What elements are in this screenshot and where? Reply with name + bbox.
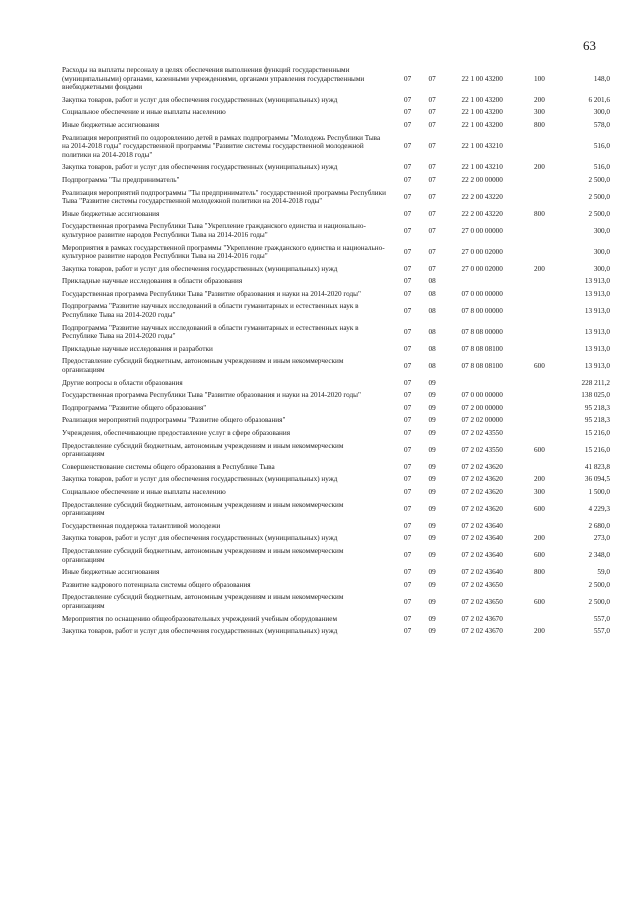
row-target-article-code: 07 2 02 43640	[461, 551, 503, 560]
row-subsection-code: 08	[428, 327, 436, 336]
row-target-article-code: 07 2 02 43640	[461, 521, 503, 530]
row-amount: 2 500,0	[588, 192, 610, 201]
row-section-code: 07	[403, 277, 412, 286]
row-subsection-code: 09	[428, 462, 436, 471]
row-name: Реализация мероприятий подпрограммы "Ты предприниматель" государственной программы Республики Тыва "Развитие системы государственной молодежной политики на 2014-2018 годы"	[62, 188, 386, 206]
table-row	[62, 106, 610, 119]
row-section-code: 07	[403, 264, 412, 273]
row-name: Иные бюджетные ассигнования	[62, 568, 160, 577]
row-expense-type-code	[520, 174, 559, 187]
row-expense-type-code	[520, 613, 559, 626]
row-expense-type-code	[520, 242, 559, 263]
row-amount: 6 201,6	[588, 95, 610, 104]
row-target-article-code: 07 8 08 00000	[461, 327, 503, 336]
row-name: Другие вопросы в области образования	[62, 378, 183, 387]
row-expense-type-code: 600	[534, 551, 545, 560]
row-section-code: 07	[403, 391, 412, 400]
row-section-code: 07	[403, 247, 412, 256]
row-section-code: 07	[403, 580, 412, 589]
table-row	[62, 473, 610, 486]
row-subsection-code: 09	[428, 475, 436, 484]
row-target-article-code: 07 2 02 43550	[461, 445, 503, 454]
row-subsection-code: 09	[428, 429, 436, 437]
row-expense-type-code	[520, 288, 559, 301]
row-amount: 15 216,0	[584, 429, 610, 437]
row-section-code: 07	[403, 627, 412, 636]
row-subsection-code: 07	[428, 192, 436, 201]
row-name: Закупка товаров, работ и услуг для обеспечения государственных (муниципальных) нужд	[62, 627, 338, 636]
row-amount: 2 500,0	[588, 209, 610, 218]
row-expense-type-code	[520, 322, 559, 343]
table-row	[62, 389, 610, 402]
row-amount: 2 500,0	[588, 175, 610, 184]
row-section-code: 07	[403, 120, 412, 129]
row-subsection-code: 09	[428, 403, 436, 412]
row-expense-type-code: 600	[534, 597, 545, 606]
row-name: Закупка товаров, работ и услуг для обеспечения государственных (муниципальных) нужд	[62, 534, 338, 543]
row-amount: 95 218,3	[584, 416, 610, 425]
table-row	[62, 440, 610, 461]
budget-table-body	[62, 64, 610, 638]
row-section-code: 07	[403, 504, 412, 513]
table-row	[62, 566, 610, 579]
row-target-article-code: 07 8 08 08100	[461, 344, 503, 353]
table-row	[62, 263, 610, 276]
row-amount: 1 500,0	[588, 487, 610, 496]
row-section-code: 07	[403, 429, 412, 437]
row-expense-type-code	[520, 377, 559, 390]
row-name: Совершенствование системы общего образования в Республике Тыва	[62, 462, 275, 471]
row-section-code: 07	[403, 306, 412, 315]
table-row	[62, 499, 610, 520]
row-subsection-code: 09	[428, 551, 436, 560]
row-amount: 300,0	[593, 264, 610, 273]
table-row	[62, 343, 610, 356]
row-name: Государственная программа Республики Тыва "Укрепление гражданского единства и национально-культурное развитие народов Республики Тыва на 2014-2016 годы"	[62, 222, 366, 239]
row-subsection-code: 09	[428, 378, 436, 387]
row-subsection-code: 08	[428, 277, 436, 286]
row-amount: 516,0	[593, 163, 610, 172]
row-expense-type-code	[520, 187, 559, 208]
row-target-article-code: 07 2 02 43640	[461, 568, 503, 577]
row-target-article-code: 22 1 00 43200	[461, 74, 503, 83]
row-name: Прикладные научные исследования и разработки	[62, 344, 213, 353]
row-expense-type-code: 800	[534, 209, 545, 218]
table-row	[62, 402, 610, 415]
row-name: Подпрограмма "Развитие научных исследований в области гуманитарных и естественных наук в Республике Тыва на 2014-2020 годы"	[62, 302, 359, 320]
row-subsection-code: 09	[428, 487, 436, 496]
row-subsection-code: 07	[428, 247, 436, 256]
table-row	[62, 174, 610, 187]
row-target-article-code: 07 2 00 00000	[461, 403, 503, 412]
row-target-article-code: 22 2 00 43220	[461, 192, 503, 201]
row-amount: 13 913,0	[584, 361, 610, 370]
table-row	[62, 208, 610, 221]
table-row	[62, 161, 610, 174]
row-expense-type-code	[520, 461, 559, 474]
table-row	[62, 591, 610, 612]
row-expense-type-code: 600	[534, 361, 545, 370]
row-target-article-code: 07 2 02 43670	[461, 614, 503, 623]
table-row	[62, 486, 610, 499]
table-row	[62, 64, 610, 94]
row-section-code: 07	[403, 568, 412, 577]
row-subsection-code: 07	[428, 108, 436, 117]
row-name: Предоставление субсидий бюджетным, автономным учреждениям и иным некоммерческим организациям	[62, 593, 344, 610]
table-row	[62, 288, 610, 301]
row-subsection-code: 07	[428, 226, 436, 235]
row-expense-type-code	[520, 579, 559, 592]
row-amount: 95 218,3	[584, 403, 610, 412]
table-row	[62, 545, 610, 566]
table-row	[62, 220, 610, 241]
row-amount: 578,0	[593, 120, 610, 129]
row-target-article-code: 07 2 02 43620	[461, 462, 503, 471]
row-subsection-code: 09	[428, 580, 436, 589]
row-section-code: 07	[403, 74, 412, 83]
row-section-code: 07	[403, 475, 412, 484]
row-expense-type-code: 600	[534, 504, 545, 513]
row-section-code: 07	[403, 344, 412, 353]
table-row	[62, 613, 610, 626]
row-name: Закупка товаров, работ и услуг для обеспечения государственных (муниципальных) нужд	[62, 95, 338, 104]
row-section-code: 07	[403, 378, 412, 387]
row-name: Предоставление субсидий бюджетным, автономным учреждениям и иным некоммерческим организациям	[62, 441, 344, 459]
row-expense-type-code	[520, 520, 559, 533]
row-section-code: 07	[403, 614, 412, 623]
row-amount: 2 500,0	[588, 580, 610, 589]
row-section-code: 07	[403, 209, 412, 218]
row-section-code: 07	[403, 597, 412, 606]
row-expense-type-code: 300	[534, 108, 545, 117]
row-name: Государственная программа Республики Тыва "Развитие образования и науки на 2014-2020 годы"	[62, 391, 361, 400]
row-expense-type-code: 200	[534, 95, 545, 104]
row-amount: 273,0	[593, 534, 610, 543]
row-target-article-code: 27 0 00 02000	[461, 247, 503, 256]
row-name: Социальное обеспечение и иные выплаты населению	[62, 108, 226, 117]
row-section-code: 07	[403, 289, 412, 298]
row-name: Подпрограмма "Развитие научных исследований в области гуманитарных и естественных наук в Республике Тыва на 2014-2020 годы"	[62, 323, 359, 341]
row-section-code: 07	[403, 108, 412, 117]
row-expense-type-code	[520, 414, 559, 427]
row-amount: 2 500,0	[588, 597, 610, 606]
row-expense-type-code: 800	[534, 120, 545, 129]
row-name: Закупка товаров, работ и услуг для обеспечения государственных (муниципальных) нужд	[62, 264, 338, 273]
row-target-article-code: 07 2 02 43550	[461, 429, 503, 437]
row-subsection-code: 09	[428, 597, 436, 606]
row-amount: 138 025,0	[581, 391, 610, 400]
table-row	[62, 322, 610, 343]
row-amount: 13 913,0	[584, 277, 610, 286]
row-section-code: 07	[403, 487, 412, 496]
row-section-code: 07	[403, 462, 412, 471]
row-section-code: 07	[403, 95, 412, 104]
row-subsection-code: 07	[428, 209, 436, 218]
table-row	[62, 94, 610, 107]
row-amount: 228 211,2	[581, 378, 610, 387]
row-section-code: 07	[403, 327, 412, 336]
row-amount: 13 913,0	[584, 327, 610, 336]
row-section-code: 07	[403, 521, 412, 530]
row-amount: 557,0	[593, 614, 610, 623]
table-row	[62, 414, 610, 427]
row-amount: 516,0	[593, 142, 610, 151]
budget-table	[62, 64, 610, 638]
row-subsection-code: 07	[428, 264, 436, 273]
row-subsection-code: 09	[428, 614, 436, 623]
table-row	[62, 300, 610, 321]
row-amount: 300,0	[593, 226, 610, 235]
row-amount: 15 216,0	[584, 445, 610, 454]
row-section-code: 07	[403, 551, 412, 560]
table-row	[62, 625, 610, 638]
table-row	[62, 132, 610, 162]
row-subsection-code: 09	[428, 568, 436, 577]
row-subsection-code: 09	[428, 627, 436, 636]
row-target-article-code: 07 2 02 43620	[461, 504, 503, 513]
row-target-article-code: 27 0 00 00000	[461, 226, 503, 235]
row-section-code: 07	[403, 534, 412, 543]
table-row	[62, 427, 610, 440]
row-subsection-code: 09	[428, 416, 436, 425]
row-subsection-code: 09	[428, 534, 436, 543]
row-name: Мероприятия в рамках государственной программы "Укрепление гражданского единства и национально-культурное развитие народов Республики Тыва на 2014-2016 годы"	[62, 243, 385, 261]
row-subsection-code: 09	[428, 504, 436, 513]
row-target-article-code: 22 1 00 43200	[461, 95, 503, 104]
table-row	[62, 520, 610, 533]
row-expense-type-code: 600	[534, 445, 545, 454]
row-section-code: 07	[403, 192, 412, 201]
row-name: Закупка товаров, работ и услуг для обеспечения государственных (муниципальных) нужд	[62, 163, 338, 172]
row-target-article-code: 07 8 08 08100	[461, 361, 503, 370]
row-expense-type-code: 200	[534, 534, 545, 543]
row-section-code: 07	[403, 445, 412, 454]
row-expense-type-code: 100	[534, 74, 545, 83]
row-subsection-code: 09	[428, 521, 436, 530]
row-target-article-code: 07 2 02 43670	[461, 627, 503, 636]
row-amount: 300,0	[593, 247, 610, 256]
table-row	[62, 532, 610, 545]
page-number: 63	[583, 38, 596, 53]
row-amount: 41 823,8	[584, 462, 610, 471]
row-section-code: 07	[403, 226, 412, 235]
row-subsection-code: 09	[428, 391, 436, 400]
row-subsection-code: 08	[428, 306, 436, 315]
row-target-article-code: 07 2 02 43650	[461, 597, 503, 606]
row-name: Иные бюджетные ассигнования	[62, 209, 160, 218]
row-name: Предоставление субсидий бюджетным, автономным учреждениям и иным некоммерческим организациям	[62, 500, 344, 518]
row-target-article-code: 07 0 00 00000	[461, 391, 503, 400]
row-name: Государственная программа Республики Тыва "Развитие образования и науки на 2014-2020 годы"	[62, 289, 361, 298]
row-section-code: 07	[403, 163, 412, 172]
row-subsection-code: 09	[428, 445, 436, 454]
row-expense-type-code	[520, 275, 559, 288]
row-subsection-code: 07	[428, 120, 436, 129]
table-row	[62, 377, 610, 390]
row-amount: 557,0	[593, 627, 610, 636]
row-subsection-code: 07	[428, 74, 436, 83]
row-amount: 59,0	[597, 568, 610, 577]
table-row	[62, 461, 610, 474]
table-row	[62, 187, 610, 208]
row-expense-type-code: 800	[534, 568, 545, 577]
table-row	[62, 242, 610, 263]
row-expense-type-code: 200	[534, 627, 545, 636]
row-section-code: 07	[403, 142, 412, 151]
row-expense-type-code: 300	[534, 487, 545, 496]
row-target-article-code: 07 2 02 43650	[461, 580, 503, 589]
row-amount: 13 913,0	[584, 344, 610, 353]
row-name: Подпрограмма "Ты предприниматель"	[62, 175, 180, 184]
row-subsection-code: 07	[428, 95, 436, 104]
row-name: Предоставление субсидий бюджетным, автономным учреждениям и иным некоммерческим организациям	[62, 546, 344, 564]
row-amount: 2 680,0	[588, 521, 610, 530]
row-expense-type-code	[520, 402, 559, 415]
row-name: Социальное обеспечение и иные выплаты населению	[62, 487, 226, 496]
row-subsection-code: 08	[428, 289, 436, 298]
row-name: Реализация мероприятий подпрограммы "Развитие общего образования"	[62, 416, 286, 425]
row-amount: 300,0	[593, 108, 610, 117]
row-target-article-code: 22 1 00 43210	[461, 163, 503, 172]
row-amount: 2 348,0	[588, 551, 610, 560]
row-subsection-code: 07	[428, 175, 436, 184]
row-target-article-code: 22 2 00 43220	[461, 209, 503, 218]
row-target-article-code: 07 2 02 43640	[461, 534, 503, 543]
row-subsection-code: 08	[428, 361, 436, 370]
row-section-code: 07	[403, 175, 412, 184]
row-target-article-code: 22 1 00 43210	[461, 142, 503, 151]
row-target-article-code: 07 2 02 00000	[461, 416, 503, 425]
row-expense-type-code	[520, 389, 559, 402]
table-row	[62, 275, 610, 288]
row-name: Предоставление субсидий бюджетным, автономным учреждениям и иным некоммерческим организациям	[62, 357, 344, 375]
row-target-article-code	[444, 377, 520, 390]
row-target-article-code: 27 0 00 02000	[461, 264, 503, 273]
row-name: Реализация мероприятий по оздоровлению детей в рамках подпрограммы "Молодежь Республики Тыва на 2014-2018 годы" государственной программы "Развитие системы государственной молодежной политики на 2014-2018 годы"	[62, 133, 381, 159]
row-subsection-code: 07	[428, 163, 436, 172]
row-expense-type-code: 200	[534, 475, 545, 484]
row-expense-type-code	[520, 427, 559, 440]
row-amount: 36 094,5	[584, 475, 610, 484]
row-target-article-code: 07 8 00 00000	[461, 306, 503, 315]
row-name: Мероприятия по оснащению общеобразовательных учреждений учебным оборудованием	[62, 614, 338, 623]
table-row	[62, 119, 610, 132]
row-expense-type-code	[520, 132, 559, 162]
row-expense-type-code	[520, 343, 559, 356]
row-target-article-code: 07 0 00 00000	[461, 289, 503, 298]
row-section-code: 07	[403, 416, 412, 425]
row-target-article-code: 07 2 02 43620	[461, 487, 503, 496]
row-name: Прикладные научные исследования в области образования	[62, 277, 243, 286]
row-name: Закупка товаров, работ и услуг для обеспечения государственных (муниципальных) нужд	[62, 475, 338, 484]
row-subsection-code: 07	[428, 142, 436, 151]
row-name: Учреждения, обеспечивающие предоставление услуг в сфере образования	[62, 429, 291, 437]
row-amount: 4 229,3	[588, 504, 610, 513]
row-target-article-code: 22 1 00 43200	[461, 120, 503, 129]
row-subsection-code: 08	[428, 344, 436, 353]
row-name: Подпрограмма "Развитие общего образования"	[62, 403, 207, 412]
table-row	[62, 355, 610, 376]
row-expense-type-code: 200	[534, 264, 545, 273]
table-row	[62, 579, 610, 592]
row-name: Государственная поддержка талантливой молодежи	[62, 521, 221, 530]
row-expense-type-code: 200	[534, 163, 545, 172]
row-amount: 148,0	[593, 74, 610, 83]
row-name: Расходы на выплаты персоналу в целях обеспечения выполнения функций государственными (муниципальными) органами, казенными учреждениями, органами управления государственными внебюджетными фондами	[62, 66, 365, 92]
row-amount: 13 913,0	[584, 306, 610, 315]
row-target-article-code	[444, 275, 520, 288]
row-target-article-code: 22 1 00 43200	[461, 108, 503, 117]
row-target-article-code: 22 2 00 00000	[461, 175, 503, 184]
row-expense-type-code	[520, 220, 559, 241]
row-expense-type-code	[520, 300, 559, 321]
row-section-code: 07	[403, 403, 412, 412]
row-name: Развитие кадрового потенциала системы общего образования	[62, 580, 251, 589]
row-section-code: 07	[403, 361, 412, 370]
row-target-article-code: 07 2 02 43620	[461, 475, 503, 484]
row-amount: 13 913,0	[584, 289, 610, 298]
row-name: Иные бюджетные ассигнования	[62, 120, 160, 129]
